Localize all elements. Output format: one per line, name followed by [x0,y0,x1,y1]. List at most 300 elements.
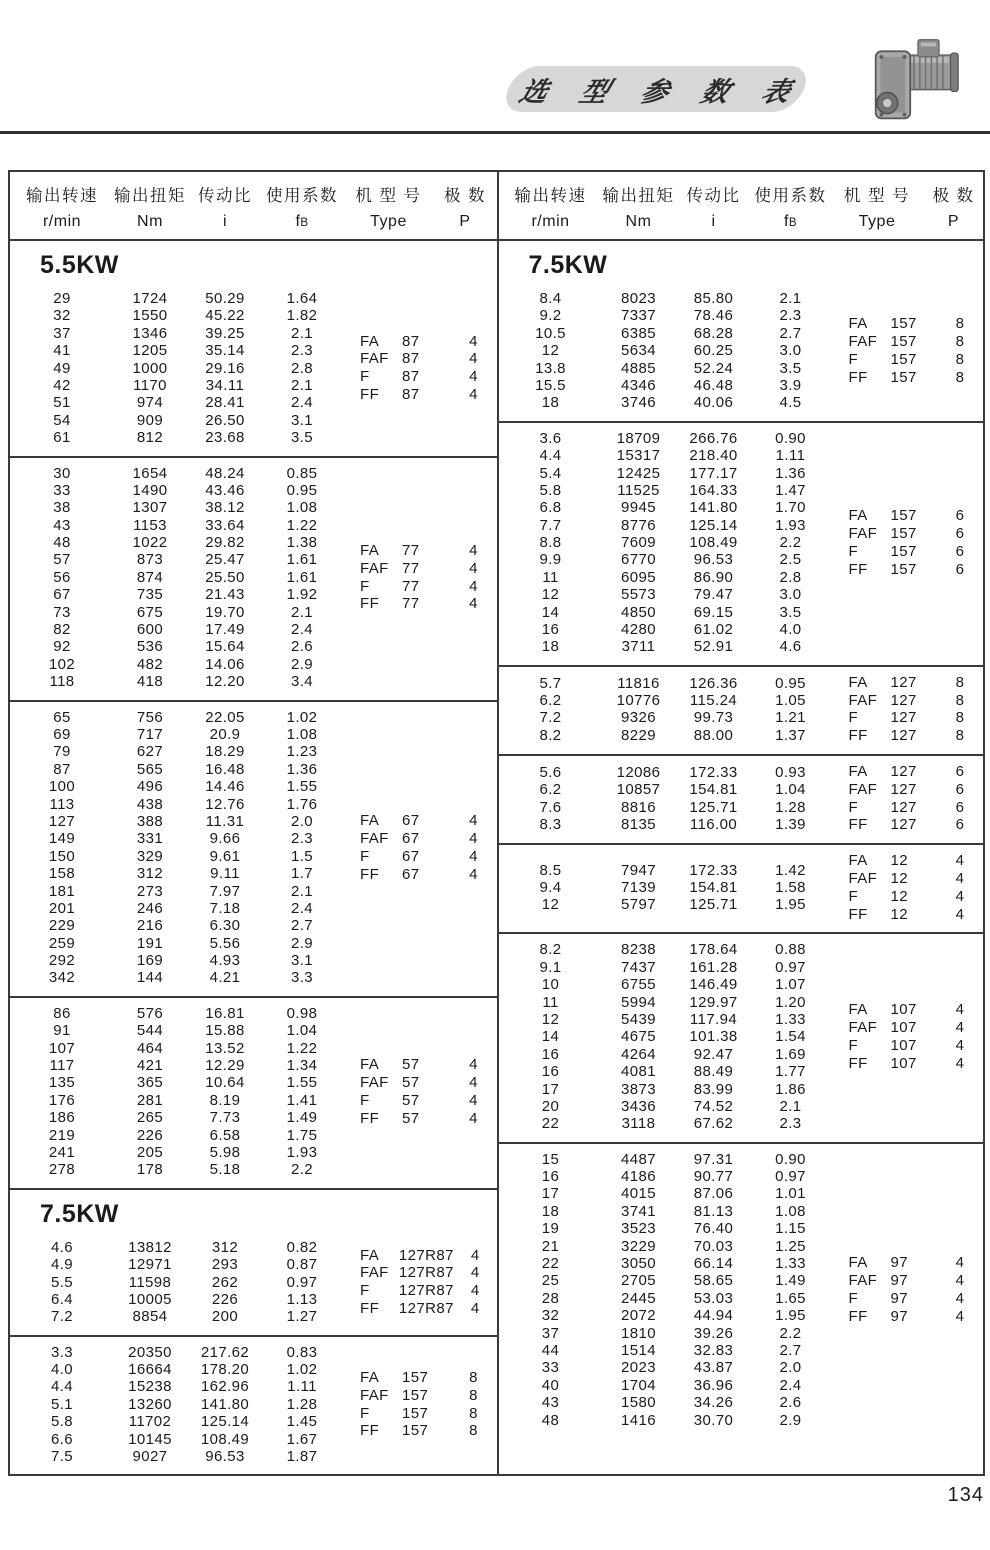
cell-service-factor: 1.55 [286,1074,318,1092]
type-list [340,1247,497,1318]
type-model: FF [360,1422,380,1440]
cell-output-speed: 87 [53,760,71,778]
cell-output-speed: 102 [48,655,76,673]
type-model: FAF [360,829,389,847]
cell-ratio: 69.15 [693,603,734,621]
cell-service-factor: 1.47 [775,481,806,499]
type-row [829,1308,984,1326]
cell-service-factor: 1.86 [775,1080,806,1098]
cell-output-speed: 135 [48,1074,76,1092]
cell-service-factor: 2.1 [290,603,314,621]
cell-output-torque: 12425 [616,464,661,482]
type-poles: 4 [469,847,478,865]
cell-output-torque: 2705 [621,1272,656,1290]
table-row [499,1115,829,1132]
cell-output-speed: 7.2 [539,709,562,727]
col-header-ratio: 传动比 i [686,187,741,230]
cell-output-speed: 92 [53,638,71,656]
cell-output-speed: 16 [541,1168,560,1186]
cell-service-factor: 1.67 [286,1430,318,1448]
cell-output-torque: 10005 [128,1290,172,1308]
type-model: F [848,709,859,727]
table-row [499,1307,829,1324]
table-row [499,1290,829,1307]
type-list [829,1001,984,1072]
cell-service-factor: 2.5 [779,551,802,569]
cell-service-factor: 1.49 [286,1109,318,1127]
cell-output-torque: 205 [136,1143,164,1161]
table-row [10,534,340,551]
type-model: F [360,1091,370,1109]
table-column [497,172,984,1474]
cell-output-torque: 812 [136,429,164,447]
type-row [829,781,984,799]
cell-output-speed: 7.5 [50,1448,74,1466]
table-row [499,727,829,744]
type-row [829,852,984,870]
cell-service-factor: 1.34 [286,1057,318,1075]
gear-series-block [499,665,984,754]
cell-service-factor: 0.90 [775,429,806,447]
cell-ratio: 96.53 [205,1448,245,1466]
cell-output-torque: 1704 [621,1376,656,1394]
type-size: 107 [890,1019,917,1037]
type-size: 107 [890,1001,917,1019]
cell-output-speed: 117 [49,1057,75,1075]
cell-output-speed: 8.8 [539,534,562,552]
type-row [340,1247,497,1265]
type-size: 57 [402,1109,420,1127]
type-row [340,386,497,404]
cell-output-torque: 216 [136,917,164,935]
cell-service-factor: 1.21 [775,709,806,727]
cell-output-torque: 1490 [132,481,168,499]
cell-ratio: 99.73 [693,709,734,727]
cell-service-factor: 0.95 [286,481,318,499]
table-row [10,709,340,726]
table-row [10,638,340,655]
cell-output-speed: 5.8 [50,1413,74,1431]
table-row [10,412,340,429]
cell-service-factor: 1.82 [286,307,318,325]
data-rows [10,290,340,447]
cell-output-speed: 48 [541,1411,560,1429]
table-row [499,325,829,342]
type-size: 87 [402,350,420,368]
cell-ratio: 154.81 [689,781,738,799]
type-poles: 4 [469,559,478,577]
data-rows [499,430,829,656]
col-header-type: 机 型 号 Type [843,187,911,230]
page-number: 134 [947,1484,984,1506]
cell-service-factor: 4.5 [779,394,802,412]
cell-output-speed: 113 [49,795,75,813]
type-size: 157 [890,333,917,351]
type-size: 127R87 [398,1282,454,1300]
cell-output-torque: 15238 [128,1378,172,1396]
type-model: FA [360,541,380,559]
cell-ratio: 9.11 [210,865,240,883]
cell-output-speed: 8.3 [539,815,562,833]
table-row [10,673,340,690]
type-model: FAF [848,691,878,709]
cell-service-factor: 1.93 [775,516,806,534]
gear-series-block [10,1232,497,1335]
cell-output-torque: 3746 [621,394,656,412]
cell-service-factor: 2.1 [290,882,314,900]
cell-output-torque: 273 [136,882,164,900]
cell-service-factor: 2.7 [779,1341,802,1359]
table-row [10,1291,340,1308]
cell-service-factor: 1.70 [775,499,806,517]
type-row [829,692,984,710]
power-rating-title: 7.5KW [528,251,608,279]
header-divider [0,131,990,134]
type-model: F [360,577,370,595]
type-poles: 4 [955,1001,965,1019]
cell-ratio: 108.49 [689,534,738,552]
type-row [340,542,497,560]
cell-output-speed: 342 [48,969,76,987]
cell-ratio: 97.31 [693,1150,734,1168]
cell-output-speed: 219 [48,1126,76,1144]
cell-output-speed: 48 [53,534,71,552]
type-size: 87 [402,386,420,404]
cell-service-factor: 3.5 [779,359,802,377]
cell-service-factor: 1.87 [286,1448,318,1466]
type-model: FAF [360,559,389,577]
type-size: 97 [890,1254,908,1272]
cell-ratio: 9.66 [209,830,241,848]
type-row [829,507,984,525]
type-poles: 4 [470,1282,480,1300]
table-row [499,692,829,709]
type-poles: 8 [955,691,965,709]
type-poles: 6 [955,542,965,560]
type-poles: 4 [469,829,478,847]
type-poles: 6 [955,780,965,798]
data-rows [10,465,340,691]
cell-ratio: 30.70 [693,1411,734,1429]
data-rows [10,1005,340,1179]
col-header-service-factor: 使用系数 fB [266,187,338,230]
cell-service-factor: 2.7 [779,324,802,342]
table-row [499,360,829,377]
table-header-row [10,172,497,241]
cell-ratio: 68.28 [693,324,734,342]
data-rows [10,1239,340,1326]
cell-service-factor: 3.0 [779,586,802,604]
cell-output-speed: 201 [48,899,76,917]
table-sections [499,241,984,1438]
cell-output-speed: 73 [53,603,71,621]
cell-output-speed: 4.9 [50,1256,74,1274]
cell-output-torque: 265 [136,1109,164,1127]
type-size: 77 [402,541,420,559]
type-poles: 4 [955,887,965,905]
cell-output-speed: 44 [541,1341,560,1359]
cell-service-factor: 2.2 [290,1161,314,1179]
type-model: FA [848,852,868,870]
type-row [340,830,497,848]
cell-output-torque: 1724 [132,290,168,307]
type-row [829,709,984,727]
cell-output-speed: 17 [541,1185,560,1203]
cell-output-torque: 600 [136,621,164,639]
cell-output-torque: 12086 [616,763,661,781]
cell-output-speed: 5.8 [539,481,562,499]
type-poles: 4 [955,1019,965,1037]
table-row [10,1057,340,1074]
type-model: FA [848,673,868,691]
cell-output-speed: 100 [48,778,76,796]
type-row [340,1264,497,1282]
cell-service-factor: 2.1 [290,324,314,342]
cell-service-factor: 0.85 [286,464,318,482]
cell-output-torque: 13260 [128,1395,172,1413]
cell-service-factor: 1.08 [775,1202,806,1220]
gear-series-block [10,456,497,700]
table-row [10,586,340,603]
type-model: F [360,368,370,386]
cell-ratio: 85.80 [693,290,734,307]
cell-output-torque: 717 [136,725,164,743]
cell-output-torque: 482 [136,655,164,673]
cell-output-torque: 4487 [621,1150,656,1168]
cell-ratio: 262 [211,1273,239,1291]
table-row [499,816,829,833]
type-poles: 4 [469,368,478,386]
cell-service-factor: 1.55 [286,778,318,796]
table-row [499,1342,829,1359]
cell-service-factor: 1.61 [286,551,318,569]
type-row [829,727,984,745]
cell-output-torque: 1810 [621,1324,656,1342]
type-poles: 4 [469,332,478,350]
cell-ratio: 125.14 [689,516,738,534]
cell-output-speed: 9.4 [539,879,562,897]
table-row [499,482,829,499]
cell-ratio: 11.31 [205,812,245,830]
cell-output-speed: 42 [53,376,71,394]
cell-output-speed: 56 [53,568,71,586]
cell-output-speed: 32 [53,307,71,325]
cell-output-torque: 874 [136,568,164,586]
type-poles: 4 [469,541,478,559]
type-poles: 4 [469,812,478,830]
type-poles: 6 [955,524,965,542]
type-list [829,507,984,578]
power-section [10,1188,497,1475]
table-row [499,1377,829,1394]
table-row [10,761,340,778]
cell-output-speed: 67 [53,586,71,604]
cell-ratio: 4.21 [209,969,241,987]
table-row [10,726,340,743]
cell-output-speed: 8.5 [539,861,562,879]
table-row [499,1185,829,1202]
type-poles: 8 [955,350,965,368]
gear-series-block [499,932,984,1141]
cell-output-torque: 7437 [621,958,656,976]
cell-output-speed: 8.4 [539,290,562,307]
cell-ratio: 43.46 [205,481,245,499]
data-rows [499,1151,829,1429]
cell-output-torque: 7947 [621,861,656,879]
cell-ratio: 141.80 [689,499,738,517]
cell-output-torque: 1153 [133,516,167,534]
type-model: F [848,798,859,816]
cell-ratio: 66.14 [693,1255,734,1273]
type-poles: 8 [469,1386,478,1404]
type-model: FF [848,368,868,386]
type-poles: 6 [955,507,965,525]
type-row [340,1092,497,1110]
table-row [499,862,829,879]
type-model: FF [360,1109,380,1127]
cell-output-speed: 18 [541,1202,560,1220]
table-row [10,1396,340,1413]
table-row [10,1161,340,1178]
type-model: FF [848,1307,868,1325]
cell-output-torque: 12971 [128,1256,172,1274]
cell-ratio: 87.06 [693,1185,734,1203]
table-row [499,1255,829,1272]
cell-output-torque: 1000 [132,359,168,377]
cell-output-speed: 25 [541,1272,560,1290]
type-model: FF [360,865,380,883]
table-row [10,900,340,917]
type-size: 77 [402,577,420,595]
cell-service-factor: 2.3 [290,830,314,848]
section-blocks [499,283,984,1438]
type-poles: 8 [469,1404,478,1422]
type-row [340,1300,497,1318]
gear-series-block [499,421,984,665]
type-row [829,906,984,924]
cell-output-speed: 14 [541,1028,560,1046]
table-row [499,1063,829,1080]
table-row [10,1308,340,1325]
cell-output-speed: 9.2 [539,307,562,325]
cell-service-factor: 1.20 [775,993,806,1011]
type-size: 157 [890,315,917,333]
cell-service-factor: 1.08 [286,725,318,743]
table-row [499,879,829,896]
cell-output-speed: 107 [48,1039,76,1057]
table-row [10,569,340,586]
type-poles: 4 [469,577,478,595]
type-model: FA [360,1056,380,1074]
type-size: 12 [890,905,908,923]
type-poles: 4 [955,1307,965,1325]
type-size: 157 [890,560,917,578]
cell-ratio: 146.49 [689,976,738,994]
table-row [10,429,340,446]
cell-output-speed: 241 [48,1143,76,1161]
table-row [499,1151,829,1168]
cell-service-factor: 1.36 [286,760,318,778]
table-row [499,307,829,324]
type-poles: 4 [469,1109,478,1127]
cell-service-factor: 1.11 [287,1378,317,1396]
cell-service-factor: 2.2 [779,1324,802,1342]
table-row [10,1109,340,1126]
cell-output-speed: 127 [48,812,76,830]
type-poles: 4 [469,350,478,368]
table-row [10,1378,340,1395]
cell-output-speed: 7.7 [539,516,562,534]
type-row [340,1056,497,1074]
cell-ratio: 70.03 [693,1237,734,1255]
type-poles: 6 [955,816,965,834]
table-column [10,172,497,1474]
type-size: 97 [890,1289,908,1307]
cell-output-torque: 7337 [621,307,656,325]
cell-output-speed: 32 [541,1307,560,1325]
cell-service-factor: 1.38 [286,534,318,552]
cell-service-factor: 1.01 [775,1185,806,1203]
cell-service-factor: 2.4 [290,621,314,639]
type-row [340,368,497,386]
col-header-output-torque: 输出扭矩 Nm [602,187,675,230]
cell-output-speed: 57 [53,551,71,569]
table-row [10,1274,340,1291]
cell-output-speed: 278 [48,1161,76,1179]
type-row [829,816,984,834]
cell-output-torque: 4850 [621,603,656,621]
data-rows [10,709,340,987]
cell-ratio: 43.87 [693,1359,734,1377]
cell-service-factor: 3.5 [290,429,314,447]
table-sections [10,241,497,1474]
table-row [499,1081,829,1098]
cell-service-factor: 1.42 [775,861,806,879]
cell-ratio: 52.24 [693,359,734,377]
gear-series-block [499,1142,984,1438]
table-row [499,430,829,447]
table-row [499,517,829,534]
table-row [10,360,340,377]
table-row [10,883,340,900]
gear-series-block [499,754,984,843]
cell-service-factor: 1.77 [775,1063,806,1081]
cell-output-torque: 1654 [132,464,168,482]
data-rows [10,1344,340,1466]
selection-parameter-tables [8,170,985,1476]
table-row [499,959,829,976]
cell-output-speed: 22 [541,1255,560,1273]
table-row [499,1412,829,1429]
table-row [10,1448,340,1465]
cell-ratio: 141.80 [200,1395,250,1413]
cell-output-torque: 9326 [621,709,656,727]
cell-output-speed: 6.2 [539,781,562,799]
cell-output-torque: 5797 [621,896,656,914]
cell-ratio: 35.14 [205,342,245,360]
cell-ratio: 125.71 [689,896,738,914]
cell-service-factor: 1.28 [286,1395,318,1413]
cell-ratio: 53.03 [693,1289,734,1307]
cell-ratio: 40.06 [693,394,734,412]
col-header-poles: 极 数 P [443,187,487,230]
cell-output-speed: 79 [53,743,71,761]
type-poles: 4 [469,1056,478,1074]
type-size: 67 [402,847,420,865]
cell-service-factor: 1.27 [286,1308,318,1326]
type-size: 127 [890,727,917,745]
type-poles: 8 [955,709,965,727]
